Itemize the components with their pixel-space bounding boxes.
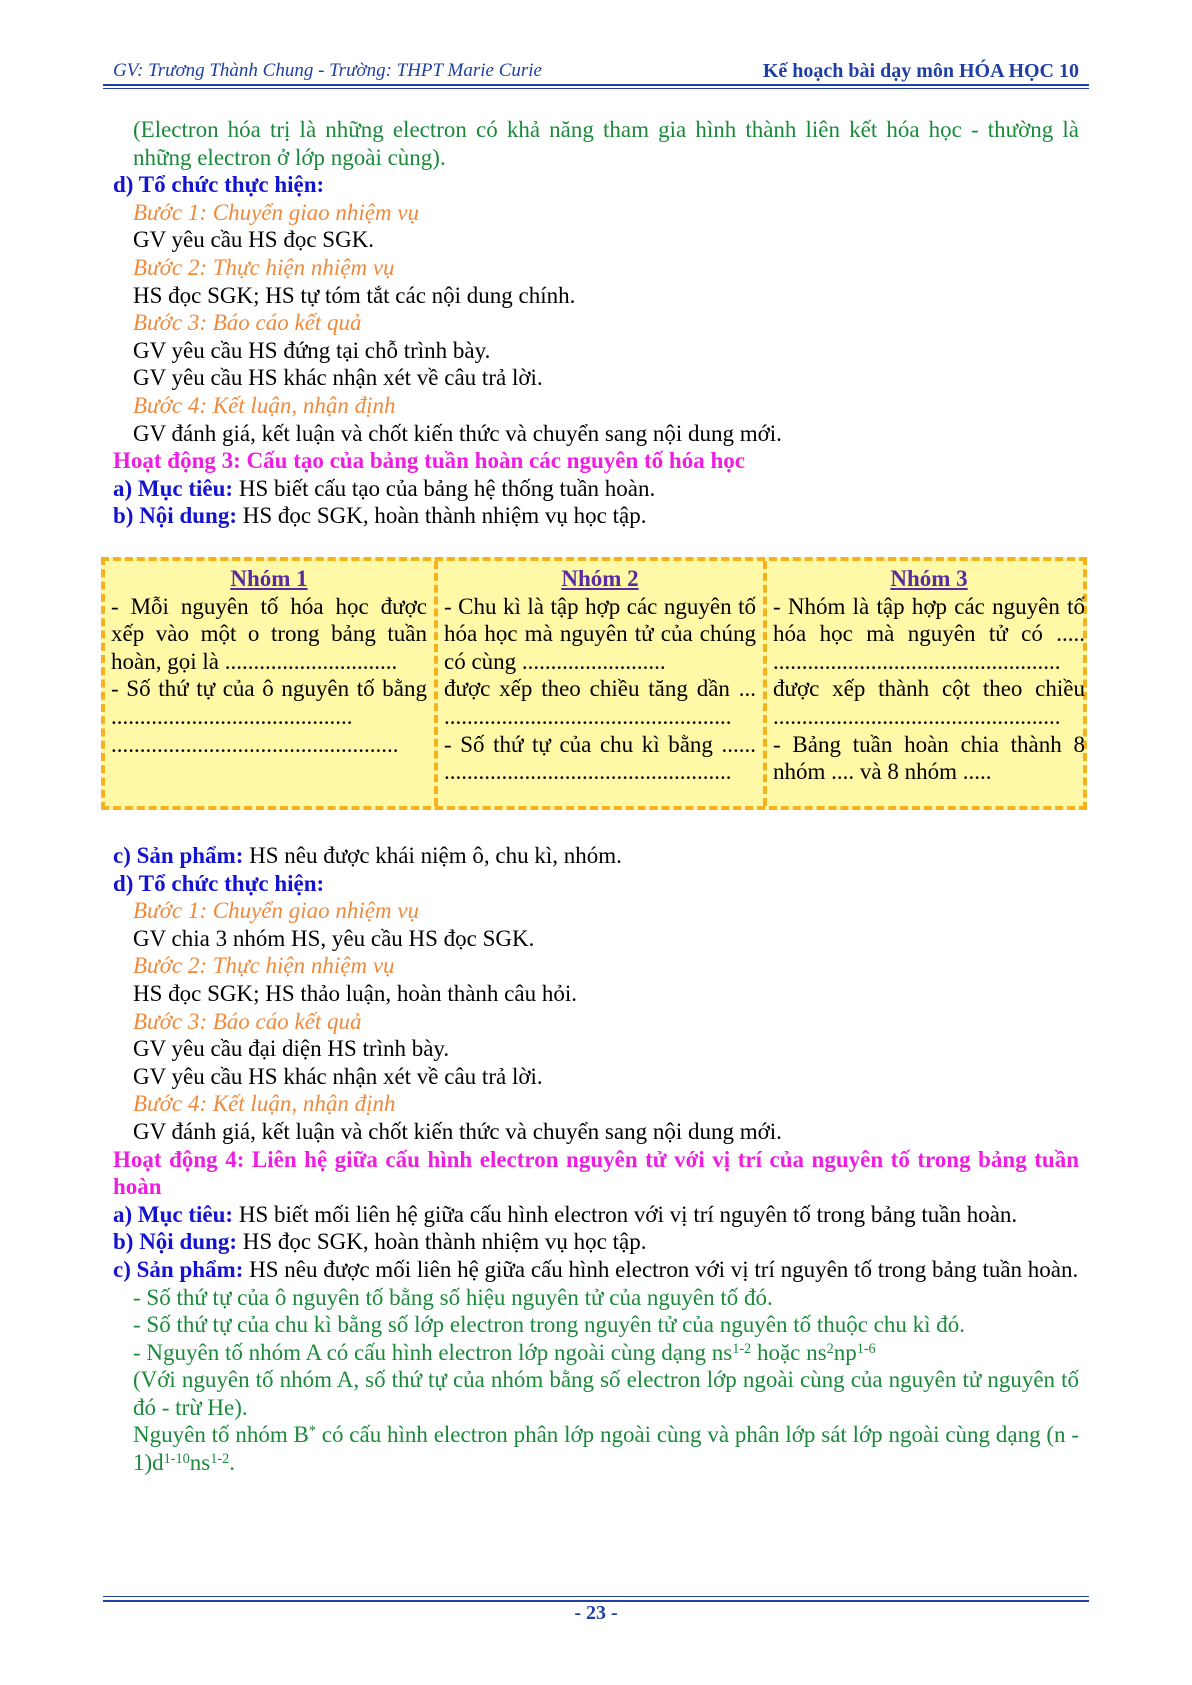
step-3-label: Bước 3: Báo cáo kết quả (133, 1008, 362, 1034)
superscript: 1-2 (732, 1340, 752, 1357)
group-2-item: - Số thứ tự của chu kì bằng ...... .................................................. (444, 731, 756, 785)
step-4-label: Bước 4: Kết luận, nhận định (133, 392, 396, 418)
activity-3-title: Hoạt động 3: Cấu tạo của bảng tuần hoàn các nguyên tố hóa học (113, 448, 745, 474)
group-2-item: - Chu kì là tập hợp các nguyên tố hóa học mà nguyên tử của chúng có cùng ......................... (444, 593, 756, 674)
step-1-label: Bước 1: Chuyển giao nhiệm vụ (133, 199, 420, 225)
goal-text: HS biết cấu tạo của bảng hệ thống tuần hoàn. (233, 475, 656, 501)
goal-text: HS biết mối liên hệ giữa cấu hình electron với vị trí nguyên tố trong bảng tuần hoàn. (233, 1201, 1018, 1227)
content-label: b) Nội dung: (113, 1229, 237, 1255)
goal-label: a) Mục tiêu: (113, 475, 234, 501)
superscript: * (308, 1423, 316, 1440)
content-label: b) Nội dung: (113, 503, 237, 529)
content-text: HS đọc SGK, hoàn thành nhiệm vụ học tập. (236, 503, 647, 529)
group-3-column (763, 561, 1091, 806)
page-body-lower (113, 842, 1079, 1477)
step-4-text: GV đánh giá, kết luận và chốt kiến thức và chuyển sang nội dung mới. (133, 420, 782, 446)
activity-4-product (113, 1256, 1079, 1284)
step-3-text: GV yêu cầu HS đứng tại chỗ trình bày. (133, 337, 491, 363)
rule-text: np (833, 1339, 857, 1365)
group-2-column (434, 561, 762, 806)
section-d-heading: d) Tổ chức thực hiện: (113, 870, 325, 896)
group-1-item: .................................................. (111, 731, 399, 757)
step-2-label: Bước 2: Thực hiện nhiệm vụ (133, 953, 395, 979)
rule-group-a-config (113, 1339, 1079, 1367)
header-divider-thin (103, 88, 1089, 89)
product-text: HS nêu được khái niệm ô, chu kì, nhóm. (243, 843, 622, 868)
group-2-heading: Nhóm 2 (561, 566, 639, 591)
page-header (103, 56, 1089, 86)
activity-4-title: Hoạt động 4: Liên hệ giữa cấu hình electron nguyên tử với vị trí của nguyên tố trong bảng tuần hoàn (113, 1146, 1079, 1200)
rule-group-b-config (113, 1421, 1079, 1476)
product-label: c) Sản phẩm: (113, 843, 244, 868)
product-label: c) Sản phẩm: (113, 1256, 244, 1282)
header-author: GV: Trương Thành Chung - Trường: THPT Marie Curie (113, 60, 542, 81)
group-1-item: - Mỗi nguyên tố hóa học được xếp vào một o trong bảng tuần hoàn, gọi là .............................. (111, 593, 427, 674)
rule-text: ns (189, 1450, 211, 1476)
group-1-column (105, 561, 433, 806)
step-3-label: Bước 3: Báo cáo kết quả (133, 310, 362, 336)
step-2-text: HS đọc SGK; HS tự tóm tắt các nội dung chính. (133, 282, 576, 308)
superscript: 1-10 (163, 1450, 190, 1467)
step-4-text: GV đánh giá, kết luận và chốt kiến thức và chuyển sang nội dung mới. (133, 1118, 782, 1144)
superscript: 1-6 (856, 1340, 876, 1357)
group-3-item: được xếp thành cột theo chiều .................................................. (773, 676, 1085, 729)
activity-3-goal (113, 475, 1079, 503)
goal-label: a) Mục tiêu: (113, 1201, 234, 1227)
step-3-text: GV yêu cầu đại diện HS trình bày. (133, 1036, 450, 1062)
page-number: - 23 - (574, 1602, 618, 1624)
section-d-heading: d) Tổ chức thực hiện: (113, 172, 325, 198)
rule-text: có cấu hình electron phân lớp ngoài cùng và phân lớp sát lớp ngoài cùng dạng (n - 1)d (133, 1422, 1079, 1476)
step-2-text: HS đọc SGK; HS thảo luận, hoàn thành câu hỏi. (133, 980, 577, 1006)
activity-3-product (113, 842, 1079, 870)
rule-cell-number: - Số thứ tự của ô nguyên tố bằng số hiệu nguyên tử của nguyên tố đó. (133, 1284, 773, 1310)
step-2-label: Bước 2: Thực hiện nhiệm vụ (133, 254, 395, 280)
rule-text: . (229, 1450, 235, 1476)
rule-text: - Nguyên tố nhóm A có cấu hình electron lớp ngoài cùng dạng ns (133, 1339, 733, 1365)
step-3-text: GV yêu cầu HS khác nhận xét về câu trả lời. (133, 1063, 543, 1089)
header-title: Kế hoạch bài dạy môn HÓA HỌC 10 (762, 60, 1079, 82)
rule-group-a-note: (Với nguyên tố nhóm A, số thứ tự của nhóm bằng số electron lớp ngoài cùng của nguyên tử nguyên tố đó - trừ He). (133, 1367, 1079, 1420)
group-task-table (101, 557, 1087, 810)
activity-4-goal (113, 1201, 1079, 1229)
activity-4-content (113, 1228, 1079, 1256)
rule-period-number: - Số thứ tự của chu kì bằng số lớp electron trong nguyên tử của nguyên tố thuộc chu kì đó. (133, 1312, 966, 1338)
step-3-text: GV yêu cầu HS khác nhận xét về câu trả lời. (133, 365, 543, 391)
page-body (113, 116, 1079, 530)
superscript: 2 (826, 1340, 834, 1357)
group-1-item: - Số thứ tự của ô nguyên tố bằng .......................................... (111, 676, 427, 729)
activity-3-content (113, 502, 1079, 530)
step-4-label: Bước 4: Kết luận, nhận định (133, 1091, 396, 1117)
product-text: HS nêu được mối liên hệ giữa cấu hình electron với vị trí nguyên tố trong bảng tuần hoàn. (243, 1256, 1079, 1282)
rule-text: Nguyên tố nhóm B (133, 1422, 309, 1448)
rule-text: hoặc ns (751, 1339, 827, 1365)
step-1-text: GV yêu cầu HS đọc SGK. (133, 227, 375, 253)
electron-note: (Electron hóa trị là những electron có khả năng tham gia hình thành liên kết hóa học - thường là những electron ở lớp ngoài cùng). (133, 117, 1079, 170)
group-3-item: - Nhóm là tập hợp các nguyên tố hóa học mà nguyên tử có ..... .................................................. (773, 593, 1085, 674)
group-3-heading: Nhóm 3 (890, 566, 968, 591)
step-1-label: Bước 1: Chuyển giao nhiệm vụ (133, 898, 420, 924)
footer-divider-thin (103, 1596, 1089, 1597)
group-1-heading: Nhóm 1 (230, 566, 308, 591)
header-divider (103, 84, 1089, 86)
step-1-text: GV chia 3 nhóm HS, yêu cầu HS đọc SGK. (133, 925, 535, 951)
group-2-item: được xếp theo chiều tăng dần ... .................................................. (444, 676, 756, 729)
superscript: 1-2 (210, 1450, 230, 1467)
group-3-item: - Bảng tuần hoàn chia thành 8 nhóm .... và 8 nhóm ..... (773, 731, 1085, 785)
content-text: HS đọc SGK, hoàn thành nhiệm vụ học tập. (236, 1229, 647, 1255)
